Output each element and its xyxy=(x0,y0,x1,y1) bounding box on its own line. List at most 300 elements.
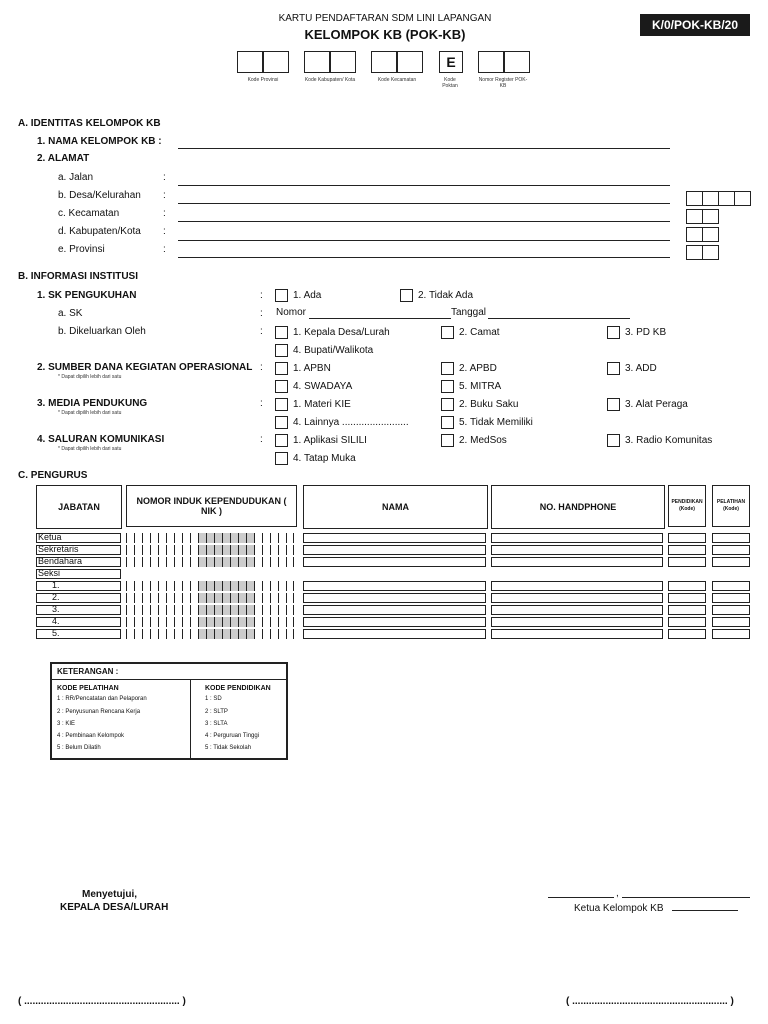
nik-digit[interactable] xyxy=(158,605,166,615)
nik-digit[interactable] xyxy=(206,581,214,591)
kabupaten-field[interactable] xyxy=(178,240,670,241)
nik-digit[interactable] xyxy=(278,617,286,627)
kecamatan-code-box-1[interactable] xyxy=(686,209,703,224)
nik-digit[interactable] xyxy=(198,629,206,639)
pelatihan-input[interactable] xyxy=(712,605,750,615)
nik-digit[interactable] xyxy=(254,629,262,639)
nik-digit[interactable] xyxy=(150,581,158,591)
nik-digit[interactable] xyxy=(222,605,230,615)
pelatihan-input[interactable] xyxy=(712,545,750,555)
nik-digit[interactable] xyxy=(286,605,294,615)
nik-digit[interactable] xyxy=(214,533,222,543)
kode-poktan-label: Kode Poktan xyxy=(442,77,458,89)
kode-kecamatan-box-1[interactable] xyxy=(371,51,397,73)
nik-digit[interactable] xyxy=(126,593,134,603)
sumber-mitra-checkbox[interactable] xyxy=(441,380,454,393)
nik-digit[interactable] xyxy=(238,581,246,591)
desa-code-box-1[interactable] xyxy=(686,191,703,206)
nik-digit[interactable] xyxy=(222,593,230,603)
nik-digit[interactable] xyxy=(278,629,286,639)
nik-digit[interactable] xyxy=(150,617,158,627)
kecamatan-field[interactable] xyxy=(178,221,670,222)
nik-digit[interactable] xyxy=(142,605,150,615)
nik-digit[interactable] xyxy=(230,617,238,627)
dik-pdkb-checkbox[interactable] xyxy=(607,326,620,339)
nik-digit[interactable] xyxy=(254,593,262,603)
nik-digit[interactable] xyxy=(286,557,294,567)
kode-provinsi-box-2[interactable] xyxy=(263,51,289,73)
kecamatan-code-box-2[interactable] xyxy=(702,209,719,224)
nik-digit[interactable] xyxy=(142,629,150,639)
handphone-input[interactable] xyxy=(491,557,663,567)
place-field[interactable] xyxy=(548,897,614,898)
nik-digit[interactable] xyxy=(134,533,142,543)
nik-input[interactable] xyxy=(126,545,294,555)
keterangan-col-divider xyxy=(190,680,191,758)
nik-digit[interactable] xyxy=(246,593,254,603)
colon: : xyxy=(163,172,166,183)
pendidikan-input[interactable] xyxy=(668,545,706,555)
pendidikan-item: 1 : SD xyxy=(205,696,222,702)
nik-digit[interactable] xyxy=(166,533,174,543)
nik-digit[interactable] xyxy=(182,581,190,591)
nik-digit[interactable] xyxy=(214,545,222,555)
nik-digit[interactable] xyxy=(230,593,238,603)
nik-digit[interactable] xyxy=(198,557,206,567)
kode-kecamatan-box-2[interactable] xyxy=(397,51,423,73)
nik-digit[interactable] xyxy=(142,533,150,543)
nik-digit[interactable] xyxy=(174,581,182,591)
nik-digit[interactable] xyxy=(262,545,270,555)
nik-digit[interactable] xyxy=(198,617,206,627)
media-bukusaku-checkbox[interactable] xyxy=(441,398,454,411)
nik-digit[interactable] xyxy=(262,533,270,543)
nik-digit[interactable] xyxy=(254,581,262,591)
kepala-desa-signature[interactable]: ( ........................................................ ) xyxy=(18,996,186,1007)
nik-digit[interactable] xyxy=(174,557,182,567)
nik-digit[interactable] xyxy=(134,605,142,615)
nik-digit[interactable] xyxy=(166,617,174,627)
nik-digit[interactable] xyxy=(246,629,254,639)
nik-digit[interactable] xyxy=(198,605,206,615)
nik-digit[interactable] xyxy=(254,533,262,543)
kabupaten-label: d. Kabupaten/Kota xyxy=(58,226,141,237)
header-pelatihan: PELATIHAN (Kode) xyxy=(712,485,750,527)
nik-digit[interactable] xyxy=(206,617,214,627)
saluran-radio-checkbox[interactable] xyxy=(607,434,620,447)
nik-digit[interactable] xyxy=(238,533,246,543)
nik-digit[interactable] xyxy=(158,617,166,627)
colon: : xyxy=(260,290,263,301)
tanggal-field[interactable] xyxy=(488,318,630,319)
colon: : xyxy=(163,226,166,237)
handphone-input[interactable] xyxy=(491,545,663,555)
jabatan-label: Bendahara xyxy=(38,556,83,566)
desa-code-box-3[interactable] xyxy=(718,191,735,206)
nik-digit[interactable] xyxy=(190,629,198,639)
dik-bupati-checkbox[interactable] xyxy=(275,344,288,357)
nik-digit[interactable] xyxy=(174,617,182,627)
media-alatperaga-checkbox[interactable] xyxy=(607,398,620,411)
nik-digit[interactable] xyxy=(126,545,134,555)
nik-digit[interactable] xyxy=(238,545,246,555)
nik-digit[interactable] xyxy=(270,629,278,639)
nik-digit[interactable] xyxy=(158,545,166,555)
nik-digit[interactable] xyxy=(238,557,246,567)
nomor-field[interactable] xyxy=(309,318,451,319)
nik-input[interactable] xyxy=(126,629,294,639)
nik-digit[interactable] xyxy=(230,533,238,543)
alamat-label: 2. ALAMAT xyxy=(37,153,90,164)
saluran-radio-label: 3. Radio Komunitas xyxy=(625,435,713,446)
kode-kabupaten-box-2[interactable] xyxy=(330,51,356,73)
nomor-register-box-1[interactable] xyxy=(478,51,504,73)
nik-digit[interactable] xyxy=(206,593,214,603)
nomor-register-box-2[interactable] xyxy=(504,51,530,73)
nik-digit[interactable] xyxy=(126,629,134,639)
sk-tidak-ada-checkbox[interactable] xyxy=(400,289,413,302)
nik-digit[interactable] xyxy=(190,581,198,591)
nik-input[interactable] xyxy=(126,593,294,603)
nik-digit[interactable] xyxy=(238,593,246,603)
nik-digit[interactable] xyxy=(174,593,182,603)
nik-digit[interactable] xyxy=(182,533,190,543)
nama-input[interactable] xyxy=(303,593,486,603)
pelatihan-input[interactable] xyxy=(712,629,750,639)
section-b-title: B. INFORMASI INSTITUSI xyxy=(18,271,138,282)
sumber-add-checkbox[interactable] xyxy=(607,362,620,375)
dikeluarkan-label: b. Dikeluarkan Oleh xyxy=(58,326,146,337)
sumber-apbd-checkbox[interactable] xyxy=(441,362,454,375)
nik-input[interactable] xyxy=(126,605,294,615)
nik-digit[interactable] xyxy=(150,605,158,615)
nik-digit[interactable] xyxy=(190,533,198,543)
kabupaten-code-box-2[interactable] xyxy=(702,227,719,242)
nik-digit[interactable] xyxy=(182,629,190,639)
nik-digit[interactable] xyxy=(286,617,294,627)
nik-digit[interactable] xyxy=(142,581,150,591)
nik-digit[interactable] xyxy=(270,605,278,615)
nik-digit[interactable] xyxy=(126,605,134,615)
pendidikan-input[interactable] xyxy=(668,605,706,615)
handphone-input[interactable] xyxy=(491,533,663,543)
nama-kelompok-field[interactable] xyxy=(178,148,670,149)
nik-digit[interactable] xyxy=(286,581,294,591)
nik-digit[interactable] xyxy=(166,605,174,615)
sk-tidak-ada-label: 2. Tidak Ada xyxy=(418,290,474,301)
nik-digit[interactable] xyxy=(254,617,262,627)
nik-digit[interactable] xyxy=(126,557,134,567)
provinsi-field[interactable] xyxy=(178,257,670,258)
handphone-input[interactable] xyxy=(491,593,663,603)
nik-digit[interactable] xyxy=(126,617,134,627)
nik-digit[interactable] xyxy=(238,605,246,615)
nik-digit[interactable] xyxy=(238,629,246,639)
nik-digit[interactable] xyxy=(166,581,174,591)
nama-input[interactable] xyxy=(303,629,486,639)
nik-digit[interactable] xyxy=(238,617,246,627)
pendidikan-item: 3 : SLTA xyxy=(205,721,228,727)
nik-digit[interactable] xyxy=(214,557,222,567)
dik-camat-checkbox[interactable] xyxy=(441,326,454,339)
nik-digit[interactable] xyxy=(150,557,158,567)
nik-digit[interactable] xyxy=(158,581,166,591)
desa-code-box-2[interactable] xyxy=(702,191,719,206)
desa-field[interactable] xyxy=(178,203,670,204)
date-field[interactable] xyxy=(622,897,750,898)
nik-digit[interactable] xyxy=(190,617,198,627)
header-nik: NOMOR INDUK KEPENDUDUKAN ( NIK ) xyxy=(126,485,297,527)
media-note: * Dapat dipilih lebih dari satu xyxy=(58,410,122,416)
nik-digit[interactable] xyxy=(262,581,270,591)
nik-digit[interactable] xyxy=(158,629,166,639)
saluran-medsos-checkbox[interactable] xyxy=(441,434,454,447)
sk-sub-label: a. SK xyxy=(58,308,83,319)
nik-digit[interactable] xyxy=(246,557,254,567)
nik-digit[interactable] xyxy=(158,533,166,543)
provinsi-code-box-1[interactable] xyxy=(686,245,703,260)
nik-digit[interactable] xyxy=(174,629,182,639)
nik-digit[interactable] xyxy=(214,629,222,639)
nik-digit[interactable] xyxy=(206,629,214,639)
nik-digit[interactable] xyxy=(246,581,254,591)
nik-digit[interactable] xyxy=(206,533,214,543)
nama-input[interactable] xyxy=(303,605,486,615)
media-pendukung-label: 3. MEDIA PENDUKUNG xyxy=(37,398,148,409)
header-nama: NAMA xyxy=(303,485,488,529)
pendidikan-input[interactable] xyxy=(668,581,706,591)
nik-digit[interactable] xyxy=(270,533,278,543)
nik-digit[interactable] xyxy=(142,557,150,567)
nik-digit[interactable] xyxy=(214,605,222,615)
nik-digit[interactable] xyxy=(270,557,278,567)
nik-digit[interactable] xyxy=(286,533,294,543)
nik-digit[interactable] xyxy=(158,557,166,567)
nik-digit[interactable] xyxy=(142,617,150,627)
nik-digit[interactable] xyxy=(182,557,190,567)
saluran-tatapmuka-label: 4. Tatap Muka xyxy=(293,453,356,464)
nik-digit[interactable] xyxy=(134,593,142,603)
pendidikan-input[interactable] xyxy=(668,593,706,603)
nik-digit[interactable] xyxy=(182,605,190,615)
header-pendidikan: PENDIDIKAN (Kode) xyxy=(668,485,706,527)
nik-digit[interactable] xyxy=(246,617,254,627)
nik-digit[interactable] xyxy=(222,581,230,591)
provinsi-code-box-2[interactable] xyxy=(702,245,719,260)
kabupaten-code-box-1[interactable] xyxy=(686,227,703,242)
nik-digit[interactable] xyxy=(190,605,198,615)
nik-digit[interactable] xyxy=(230,629,238,639)
ketua-name-field[interactable] xyxy=(672,910,738,911)
desa-label: b. Desa/Kelurahan xyxy=(58,190,141,201)
handphone-input[interactable] xyxy=(491,617,663,627)
pelatihan-input[interactable] xyxy=(712,581,750,591)
nik-digit[interactable] xyxy=(134,545,142,555)
nik-digit[interactable] xyxy=(150,629,158,639)
nik-digit[interactable] xyxy=(198,581,206,591)
kode-kabupaten-box-1[interactable] xyxy=(304,51,330,73)
nik-digit[interactable] xyxy=(206,557,214,567)
media-lainnya-checkbox[interactable] xyxy=(275,416,288,429)
nik-digit[interactable] xyxy=(166,545,174,555)
nik-digit[interactable] xyxy=(254,545,262,555)
nik-digit[interactable] xyxy=(278,533,286,543)
nik-digit[interactable] xyxy=(142,593,150,603)
nik-digit[interactable] xyxy=(286,593,294,603)
nik-digit[interactable] xyxy=(222,557,230,567)
nik-digit[interactable] xyxy=(166,593,174,603)
jabatan-label: 4. xyxy=(52,616,60,626)
nik-digit[interactable] xyxy=(206,545,214,555)
saluran-tatapmuka-checkbox[interactable] xyxy=(275,452,288,465)
nik-digit[interactable] xyxy=(230,605,238,615)
sumber-apbn-checkbox[interactable] xyxy=(275,362,288,375)
nik-digit[interactable] xyxy=(198,593,206,603)
nik-digit[interactable] xyxy=(262,593,270,603)
keterangan-title: KETERANGAN : xyxy=(57,667,119,676)
nik-digit[interactable] xyxy=(286,629,294,639)
nik-digit[interactable] xyxy=(134,581,142,591)
nik-digit[interactable] xyxy=(262,605,270,615)
nama-input[interactable] xyxy=(303,617,486,627)
pelatihan-input[interactable] xyxy=(712,617,750,627)
nik-digit[interactable] xyxy=(182,593,190,603)
nik-digit[interactable] xyxy=(246,533,254,543)
media-kie-label: 1. Materi KIE xyxy=(293,399,351,410)
nik-digit[interactable] xyxy=(206,605,214,615)
nik-digit[interactable] xyxy=(190,557,198,567)
nik-digit[interactable] xyxy=(150,593,158,603)
pelatihan-input[interactable] xyxy=(712,557,750,567)
nama-input[interactable] xyxy=(303,557,486,567)
media-kie-checkbox[interactable] xyxy=(275,398,288,411)
nik-digit[interactable] xyxy=(230,557,238,567)
nik-digit[interactable] xyxy=(230,545,238,555)
nik-digit[interactable] xyxy=(190,593,198,603)
nik-digit[interactable] xyxy=(286,545,294,555)
nama-input[interactable] xyxy=(303,545,486,555)
nik-digit[interactable] xyxy=(246,605,254,615)
colon: : xyxy=(260,326,263,337)
nik-input[interactable] xyxy=(126,581,294,591)
jabatan-label: Ketua xyxy=(38,532,62,542)
nik-digit[interactable] xyxy=(126,581,134,591)
nik-digit[interactable] xyxy=(174,545,182,555)
nik-digit[interactable] xyxy=(222,533,230,543)
jabatan-cell xyxy=(36,605,121,615)
pendidikan-input[interactable] xyxy=(668,533,706,543)
menyetujui-label: Menyetujui, xyxy=(82,889,138,900)
nik-digit[interactable] xyxy=(254,605,262,615)
nik-digit[interactable] xyxy=(246,545,254,555)
nik-digit[interactable] xyxy=(134,617,142,627)
nik-input[interactable] xyxy=(126,533,294,543)
jabatan-label: Sekretaris xyxy=(38,544,79,554)
pendidikan-item: 4 : Perguruan Tinggi xyxy=(205,733,260,739)
nik-digit[interactable] xyxy=(182,617,190,627)
nik-digit[interactable] xyxy=(158,593,166,603)
desa-code-box-4[interactable] xyxy=(734,191,751,206)
nik-digit[interactable] xyxy=(270,617,278,627)
nik-digit[interactable] xyxy=(174,605,182,615)
nik-digit[interactable] xyxy=(190,545,198,555)
handphone-input[interactable] xyxy=(491,629,663,639)
nik-digit[interactable] xyxy=(134,557,142,567)
sumber-swadaya-checkbox[interactable] xyxy=(275,380,288,393)
nik-digit[interactable] xyxy=(270,581,278,591)
pelatihan-input[interactable] xyxy=(712,533,750,543)
nik-digit[interactable] xyxy=(278,557,286,567)
nik-digit[interactable] xyxy=(150,545,158,555)
nik-digit[interactable] xyxy=(166,629,174,639)
nik-digit[interactable] xyxy=(126,533,134,543)
pendidikan-input[interactable] xyxy=(668,629,706,639)
nik-digit[interactable] xyxy=(134,629,142,639)
dik-kepala-desa-checkbox[interactable] xyxy=(275,326,288,339)
nik-digit[interactable] xyxy=(262,629,270,639)
nik-digit[interactable] xyxy=(214,617,222,627)
nik-digit[interactable] xyxy=(198,533,206,543)
nik-digit[interactable] xyxy=(230,581,238,591)
pelatihan-item: 4 : Pembinaan Kelompok xyxy=(57,733,125,739)
handphone-input[interactable] xyxy=(491,605,663,615)
saluran-note: * Dapat dipilih lebih dari satu xyxy=(58,446,122,452)
nik-digit[interactable] xyxy=(278,593,286,603)
nik-digit[interactable] xyxy=(270,593,278,603)
kepala-desa-label: KEPALA DESA/LURAH xyxy=(60,902,169,913)
nik-digit[interactable] xyxy=(182,545,190,555)
nik-digit[interactable] xyxy=(270,545,278,555)
handphone-input[interactable] xyxy=(491,581,663,591)
nama-input[interactable] xyxy=(303,581,486,591)
nik-digit[interactable] xyxy=(166,557,174,567)
saluran-silili-checkbox[interactable] xyxy=(275,434,288,447)
nik-digit[interactable] xyxy=(262,557,270,567)
sk-ada-checkbox[interactable] xyxy=(275,289,288,302)
pelatihan-item: 1 : RR/Pencatatan dan Pelaporan xyxy=(57,696,147,702)
pelatihan-input[interactable] xyxy=(712,593,750,603)
jalan-field[interactable] xyxy=(178,185,670,186)
pelatihan-item: 2 : Penyusunan Rencana Kerja xyxy=(57,709,141,715)
nik-digit[interactable] xyxy=(214,593,222,603)
ketua-signature[interactable]: ( ........................................................ ) xyxy=(566,996,734,1007)
media-tidak-checkbox[interactable] xyxy=(441,416,454,429)
pelatihan-item: 3 : KIE xyxy=(57,721,76,727)
nik-digit[interactable] xyxy=(222,545,230,555)
pendidikan-input[interactable] xyxy=(668,557,706,567)
nik-digit[interactable] xyxy=(222,617,230,627)
nama-input[interactable] xyxy=(303,533,486,543)
nik-digit[interactable] xyxy=(278,605,286,615)
nik-input[interactable] xyxy=(126,617,294,627)
nik-digit[interactable] xyxy=(174,533,182,543)
nik-digit[interactable] xyxy=(150,533,158,543)
jabatan-label: 2. xyxy=(52,592,60,602)
colon: : xyxy=(163,208,166,219)
nik-digit[interactable] xyxy=(254,557,262,567)
dik-bupati-label: 4. Bupati/Walikota xyxy=(293,345,374,356)
pendidikan-input[interactable] xyxy=(668,617,706,627)
nik-digit[interactable] xyxy=(222,629,230,639)
nik-input[interactable] xyxy=(126,557,294,567)
nik-digit[interactable] xyxy=(142,545,150,555)
nik-digit[interactable] xyxy=(278,581,286,591)
kode-provinsi-box-1[interactable] xyxy=(237,51,263,73)
nik-digit[interactable] xyxy=(278,545,286,555)
nik-digit[interactable] xyxy=(198,545,206,555)
nik-digit[interactable] xyxy=(262,617,270,627)
nik-digit[interactable] xyxy=(214,581,222,591)
